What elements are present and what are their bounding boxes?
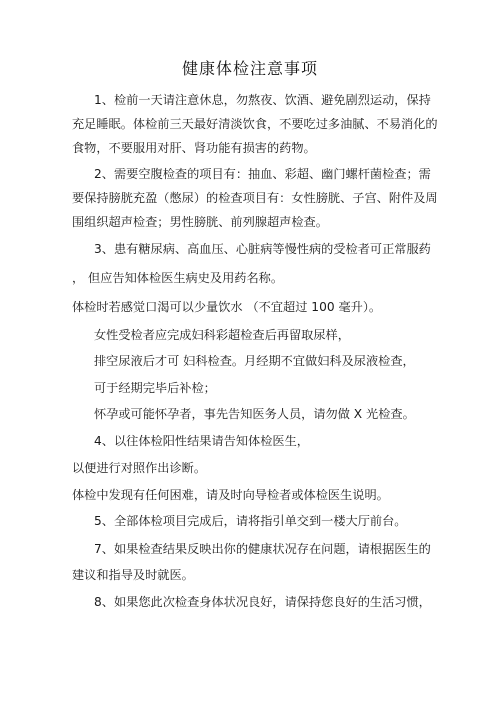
text-line: 3、患有糖尿病、高血压、心脏病等慢性病的受检者可正常服药 xyxy=(94,242,431,256)
text-line: 女性受检者应完成妇科彩超检查后再留取尿样， xyxy=(94,328,350,342)
text-line: 体检时若感觉口渴可以少量饮水 （不宜超过 100 毫升）。 xyxy=(72,300,382,314)
text-line: 建议和指导及时就医。 xyxy=(72,568,194,582)
text-line: 5、全部体检项目完成后，请将指引单交到一楼大厅前台。 xyxy=(94,514,407,528)
text-line: 2、需要空腹检查的项目有：抽血、彩超、幽门螺杆菌检查；需 xyxy=(94,167,431,181)
document-title: 健康体检注意事项 xyxy=(181,59,318,78)
text-line: 充足睡眠。体检前三天最好清淡饮食，不要吃过多油腻、不易消化的 xyxy=(72,117,438,131)
text-line: 可于经期完毕后补检； xyxy=(94,381,216,395)
text-line: 7、如果检查结果反映出你的健康状况存在问题，请根据医生的 xyxy=(94,542,431,556)
text-line: 怀孕或可能怀孕者，事先告知医务人员，请勿做 X 光检查。 xyxy=(94,407,415,421)
text-line: 食物，不要服用对肝、肾功能有损害的药物。 xyxy=(72,141,316,155)
text-line: 以便进行对照作出诊断。 xyxy=(72,461,207,475)
text-line: ， 但应告知体检医生病史及用药名称。 xyxy=(72,271,284,285)
text-line: 4、以往体检阳性结果请告知体检医生， xyxy=(94,434,309,448)
text-line: 8、如果您此次检查身体状况良好，请保持您良好的生活习惯， xyxy=(94,595,431,609)
text-line: 1、检前一天请注意休息，勿熬夜、饮酒、避免剧烈运动，保持 xyxy=(94,93,431,107)
text-line: 排空尿液后才可 妇科检查。月经期不宜做妇科及尿液检查， xyxy=(94,354,415,368)
text-line: 体检中发现有任何困难，请及时向导检者或体检医生说明。 xyxy=(72,488,389,502)
text-line: 要保持膀胱充盈（憋尿）的检查项目有：女性膀胱、子宫、附件及周 xyxy=(72,191,438,205)
text-line: 围组织超声检查；男性膀胱、前列腺超声检查。 xyxy=(72,215,328,229)
